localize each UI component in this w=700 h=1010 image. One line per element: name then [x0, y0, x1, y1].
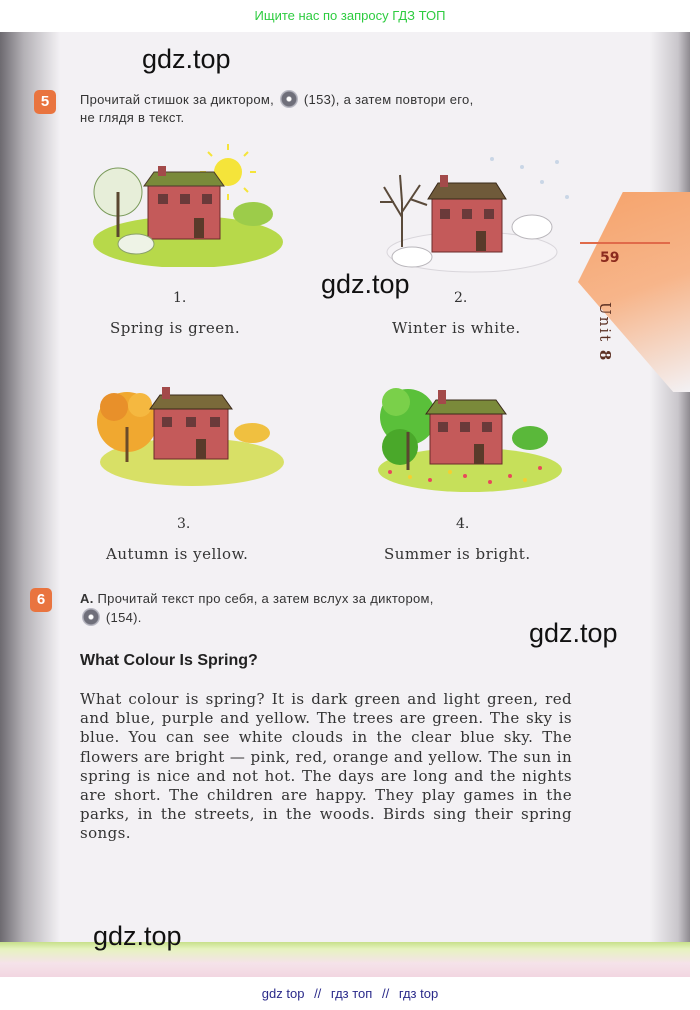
- top-banner: [0, 0, 700, 32]
- unit-word: Unit: [596, 302, 614, 344]
- page-gutter-shadow: [0, 32, 60, 977]
- part-letter: A.: [80, 591, 94, 606]
- link-separator: //: [381, 986, 390, 1001]
- exercise-6-badge: 6: [30, 588, 52, 612]
- track-number: (153),: [303, 92, 340, 107]
- bottom-links: [0, 977, 700, 1010]
- link-separator: //: [314, 986, 322, 1001]
- picture-1-number: 1.: [173, 290, 187, 306]
- instruction-text: Прочитай стишок за диктором,: [80, 92, 275, 107]
- bottom-link-2[interactable]: гдз топ: [330, 986, 373, 1001]
- track-number: (154).: [105, 610, 142, 625]
- unit-side-tab: [578, 192, 690, 392]
- exercise-5-badge: 5: [34, 90, 56, 114]
- unit-label: [596, 302, 614, 362]
- audio-disc-icon[interactable]: [82, 608, 100, 626]
- reading-text: What colour is spring? It is dark green and light green, red and blue, purple and yellow. The trees are green. The sky is blue. You can see white clouds in the clear blue sky. The flowers are bright — pink, red, orange and yellow. The sun in spring is nice and not hot. The days are long and the nights are short. The children are happy. They play games in the parks, in the streets, in the woods. Birds sing their spring songs.: [80, 690, 572, 843]
- exercise-6-instruction: [80, 590, 575, 627]
- instruction-line2: не глядя в текст.: [80, 110, 185, 125]
- picture-4-caption: Summer is bright.: [384, 545, 531, 563]
- picture-3-caption: Autumn is yellow.: [106, 545, 249, 563]
- picture-2-number: 2.: [454, 290, 468, 306]
- spring-house-picture: [88, 142, 288, 267]
- audio-disc-icon[interactable]: [280, 90, 298, 108]
- exercise-5-instruction: [80, 90, 575, 127]
- watermark-3: gdz.top: [529, 618, 618, 648]
- watermark-1: gdz.top: [142, 44, 231, 74]
- page-number: 59: [600, 250, 620, 266]
- watermark-4: gdz.top: [93, 921, 182, 951]
- textbook-page: [0, 32, 690, 977]
- tab-divider: [580, 242, 670, 244]
- instruction-text-cont: а затем повтори его,: [343, 92, 474, 107]
- search-hint-link[interactable]: Ищите нас по запросу ГДЗ ТОП: [254, 8, 446, 23]
- picture-2-caption: Winter is white.: [392, 319, 521, 337]
- bottom-link-3[interactable]: гдз top: [398, 986, 439, 1001]
- picture-3-number: 3.: [177, 516, 191, 532]
- bottom-link-1[interactable]: gdz top: [261, 986, 305, 1001]
- winter-house-picture: [372, 147, 582, 277]
- watermark-2: gdz.top: [321, 269, 410, 299]
- instruction-text: Прочитай текст про себя, а затем вслух за диктором,: [97, 591, 434, 606]
- page-edge: [650, 32, 690, 977]
- summer-house-picture: [370, 372, 570, 497]
- unit-number: 8: [596, 349, 614, 363]
- autumn-house-picture: [92, 367, 287, 492]
- reading-title: What Colour Is Spring?: [80, 652, 258, 669]
- picture-4-number: 4.: [456, 516, 470, 532]
- picture-1-caption: Spring is green.: [110, 319, 241, 337]
